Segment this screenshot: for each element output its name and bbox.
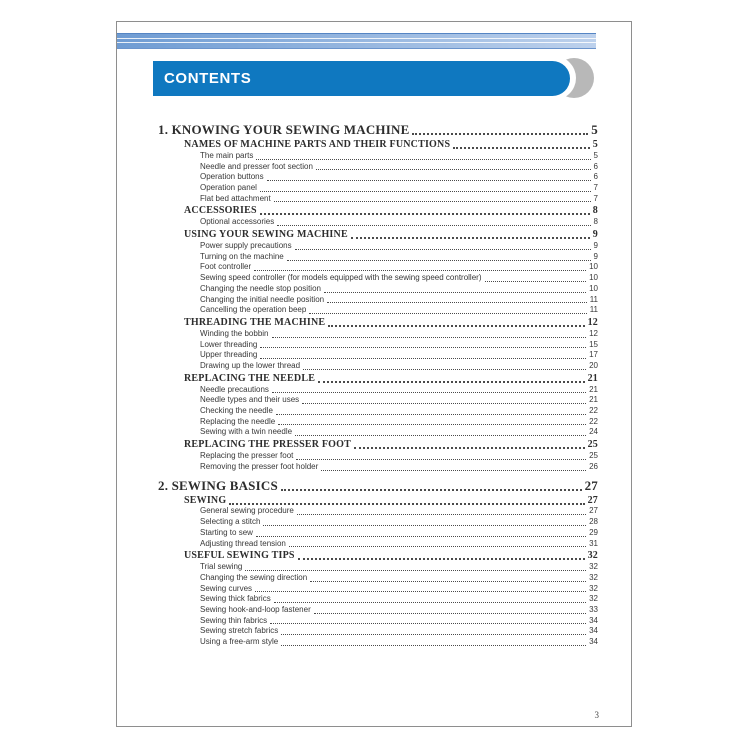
toc-item-row bbox=[200, 517, 598, 528]
toc-entry-page: 21 bbox=[589, 395, 598, 405]
toc-item-row bbox=[200, 217, 598, 228]
dot-leader bbox=[316, 169, 591, 170]
toc-entry-label: Removing the presser foot holder bbox=[200, 461, 319, 471]
toc-entry-label: The main parts bbox=[200, 150, 254, 160]
dot-leader bbox=[303, 369, 586, 370]
toc-chapter-block bbox=[158, 475, 598, 648]
dot-leader bbox=[310, 581, 586, 582]
dot-leader bbox=[274, 201, 591, 202]
dot-leader bbox=[260, 347, 586, 348]
toc-entry-page: 25 bbox=[589, 451, 598, 461]
dot-leader bbox=[281, 489, 582, 491]
toc-entry-label: Turning on the machine bbox=[200, 251, 284, 261]
dot-leader bbox=[298, 558, 585, 560]
toc-entry-page: 32 bbox=[589, 562, 598, 572]
dot-leader bbox=[254, 270, 586, 271]
toc-entry-page: 10 bbox=[589, 273, 598, 283]
dot-leader bbox=[328, 325, 584, 327]
toc-entry-label: Changing the needle stop position bbox=[200, 283, 321, 293]
dot-leader bbox=[321, 470, 586, 471]
toc-entry-page: 9 bbox=[592, 229, 598, 241]
toc-item-row bbox=[200, 605, 598, 616]
toc-entry-page: 24 bbox=[589, 427, 598, 437]
dot-leader bbox=[278, 424, 586, 425]
toc-item-row bbox=[200, 616, 598, 627]
toc-entry-label: Changing the initial needle position bbox=[200, 294, 325, 304]
toc-item-row bbox=[200, 273, 598, 284]
toc-entry-label: Replacing the needle bbox=[200, 416, 276, 426]
toc-item-row bbox=[200, 151, 598, 162]
toc-entry-label: Needle precautions bbox=[200, 384, 269, 394]
toc-entry-page: 27 bbox=[584, 477, 598, 493]
dot-leader bbox=[256, 536, 586, 537]
toc-chapter-row bbox=[158, 119, 598, 138]
toc-entry-page: 28 bbox=[589, 517, 598, 527]
dot-leader bbox=[354, 447, 585, 449]
toc-entry-label: Changing the sewing direction bbox=[200, 572, 308, 582]
dot-leader bbox=[272, 392, 586, 393]
toc-entry-label: USEFUL SEWING TIPS bbox=[184, 550, 295, 562]
dot-leader bbox=[296, 459, 586, 460]
toc-entry-label: Upper threading bbox=[200, 350, 258, 360]
toc-entry-label: Needle types and their uses bbox=[200, 395, 300, 405]
toc-entry-page: 34 bbox=[589, 615, 598, 625]
dot-leader bbox=[267, 180, 591, 181]
dot-leader bbox=[256, 159, 590, 160]
toc-section-row bbox=[184, 204, 598, 217]
toc-entry-page: 11 bbox=[589, 305, 598, 315]
dot-leader bbox=[297, 514, 586, 515]
toc-entry-page: 8 bbox=[592, 205, 598, 217]
toc-entry-label: Adjusting thread tension bbox=[200, 538, 286, 548]
contents-title: CONTENTS bbox=[164, 70, 252, 87]
toc-item-row bbox=[200, 528, 598, 539]
toc-section-row bbox=[184, 316, 598, 329]
toc-entry-page: 20 bbox=[589, 360, 598, 370]
toc-entry-page: 9 bbox=[593, 241, 598, 251]
toc-item-row bbox=[200, 162, 598, 173]
toc-entry-label: SEWING bbox=[184, 494, 227, 506]
toc-item-row bbox=[200, 172, 598, 183]
decorative-stripe bbox=[117, 33, 596, 49]
toc-item-row bbox=[200, 252, 598, 263]
dot-leader bbox=[281, 645, 586, 646]
toc-item-row bbox=[200, 637, 598, 648]
toc-entry-label: Sewing hook-and-loop fastener bbox=[200, 604, 311, 614]
toc-entry-label: Checking the needle bbox=[200, 406, 273, 416]
table-of-contents bbox=[158, 119, 598, 648]
toc-entry-page: 27 bbox=[589, 506, 598, 516]
dot-leader bbox=[281, 634, 586, 635]
dot-leader bbox=[287, 260, 591, 261]
toc-entry-label: Operation buttons bbox=[200, 172, 264, 182]
toc-chapter-block bbox=[158, 119, 598, 473]
toc-entry-label: Power supply precautions bbox=[200, 241, 292, 251]
toc-entry-page: 34 bbox=[589, 637, 598, 647]
toc-entry-page: 25 bbox=[587, 439, 598, 451]
toc-entry-page: 32 bbox=[589, 594, 598, 604]
toc-entry-label: ACCESSORIES bbox=[184, 205, 257, 217]
dot-leader bbox=[289, 546, 586, 547]
toc-entry-label: Sewing curves bbox=[200, 583, 253, 593]
toc-entry-page: 5 bbox=[592, 139, 598, 150]
dot-leader bbox=[318, 381, 585, 383]
toc-entry-label: Drawing up the lower thread bbox=[200, 360, 301, 370]
dot-leader bbox=[324, 292, 586, 293]
dot-leader bbox=[302, 403, 586, 404]
dot-leader bbox=[229, 503, 584, 505]
toc-item-row bbox=[200, 462, 598, 473]
dot-leader bbox=[453, 147, 590, 149]
toc-item-row bbox=[200, 451, 598, 462]
toc-entry-label: Sewing speed controller (for models equipped with the sewing speed controller) bbox=[200, 273, 482, 283]
toc-entry-label: Optional accessories bbox=[200, 217, 275, 227]
toc-entry-page: 21 bbox=[587, 372, 598, 384]
toc-entry-label: Trial sewing bbox=[200, 562, 243, 572]
toc-entry-page: 33 bbox=[589, 604, 598, 614]
toc-entry-label: Sewing stretch fabrics bbox=[200, 626, 279, 636]
toc-section-row bbox=[184, 549, 598, 562]
toc-entry-label: Replacing the presser foot bbox=[200, 451, 294, 461]
toc-item-row bbox=[200, 539, 598, 550]
toc-entry-label: THREADING THE MACHINE bbox=[184, 316, 326, 328]
toc-entry-page: 6 bbox=[593, 161, 598, 171]
toc-entry-label: Selecting a stitch bbox=[200, 517, 261, 527]
dot-leader bbox=[295, 435, 586, 436]
toc-entry-label: Starting to sew bbox=[200, 527, 253, 537]
toc-item-row bbox=[200, 295, 598, 306]
toc-entry-page: 32 bbox=[587, 550, 598, 562]
toc-entry-page: 10 bbox=[589, 262, 598, 272]
toc-entry-label: Sewing thin fabrics bbox=[200, 615, 268, 625]
toc-entry-label: General sewing procedure bbox=[200, 506, 294, 516]
toc-entry-page: 34 bbox=[589, 626, 598, 636]
dot-leader bbox=[309, 313, 586, 314]
toc-entry-label: REPLACING THE NEEDLE bbox=[184, 372, 316, 384]
toc-entry-page: 27 bbox=[587, 494, 598, 506]
toc-item-row bbox=[200, 406, 598, 417]
toc-entry-page: 32 bbox=[589, 583, 598, 593]
toc-entry-page: 10 bbox=[589, 283, 598, 293]
dot-leader bbox=[351, 237, 590, 239]
manual-page bbox=[116, 21, 632, 727]
toc-section-row bbox=[184, 228, 598, 241]
toc-entry-label: USING YOUR SEWING MACHINE bbox=[184, 229, 348, 241]
toc-item-row bbox=[200, 183, 598, 194]
toc-section-row bbox=[184, 438, 598, 451]
toc-entry-label: Lower threading bbox=[200, 339, 258, 349]
toc-entry-page: 7 bbox=[593, 193, 598, 203]
toc-entry-page: 8 bbox=[593, 217, 598, 227]
toc-section-row bbox=[184, 372, 598, 385]
toc-entry-label: Flat bed attachment bbox=[200, 193, 271, 203]
toc-item-row bbox=[200, 350, 598, 361]
toc-entry-label: Winding the bobbin bbox=[200, 328, 269, 338]
toc-section-row bbox=[184, 138, 598, 151]
dot-leader bbox=[263, 525, 586, 526]
toc-entry-page: 31 bbox=[589, 538, 598, 548]
toc-item-row bbox=[200, 305, 598, 316]
dot-leader bbox=[314, 613, 586, 614]
toc-item-row bbox=[200, 594, 598, 605]
toc-entry-page: 15 bbox=[589, 339, 598, 349]
toc-item-row bbox=[200, 427, 598, 438]
toc-chapter-row bbox=[158, 475, 598, 494]
contents-banner bbox=[153, 61, 570, 96]
dot-leader bbox=[260, 191, 591, 192]
dot-leader bbox=[260, 358, 586, 359]
toc-entry-page: 29 bbox=[589, 527, 598, 537]
toc-item-row bbox=[200, 417, 598, 428]
toc-entry-page: 26 bbox=[589, 461, 598, 471]
toc-entry-page: 6 bbox=[593, 172, 598, 182]
toc-item-row bbox=[200, 329, 598, 340]
toc-item-row bbox=[200, 395, 598, 406]
toc-item-row bbox=[200, 584, 598, 595]
toc-entry-page: 11 bbox=[589, 294, 598, 304]
dot-leader bbox=[327, 302, 587, 303]
dot-leader bbox=[245, 570, 586, 571]
dot-leader bbox=[412, 133, 588, 135]
toc-item-row bbox=[200, 626, 598, 637]
toc-entry-page: 22 bbox=[589, 406, 598, 416]
dot-leader bbox=[276, 414, 586, 415]
toc-item-row bbox=[200, 507, 598, 518]
toc-item-row bbox=[200, 562, 598, 573]
toc-entry-page: 12 bbox=[589, 328, 598, 338]
footer-page-number: 3 bbox=[594, 710, 599, 720]
toc-item-row bbox=[200, 263, 598, 274]
toc-section-row bbox=[184, 494, 598, 507]
toc-item-row bbox=[200, 284, 598, 295]
toc-entry-label: Needle and presser foot section bbox=[200, 161, 313, 171]
toc-entry-page: 21 bbox=[589, 384, 598, 394]
toc-item-row bbox=[200, 573, 598, 584]
toc-entry-label: Using a free-arm style bbox=[200, 637, 279, 647]
toc-entry-label: 2. SEWING BASICS bbox=[158, 477, 278, 493]
toc-item-row bbox=[200, 361, 598, 372]
toc-entry-page: 5 bbox=[593, 150, 598, 160]
toc-entry-label: 1. KNOWING YOUR SEWING MACHINE bbox=[158, 122, 410, 137]
toc-entry-page: 22 bbox=[589, 416, 598, 426]
toc-entry-label: REPLACING THE PRESSER FOOT bbox=[184, 439, 351, 451]
toc-entry-page: 7 bbox=[593, 183, 598, 193]
toc-item-row bbox=[200, 385, 598, 396]
toc-entry-label: Operation panel bbox=[200, 183, 257, 193]
dot-leader bbox=[277, 225, 590, 226]
toc-item-row bbox=[200, 194, 598, 205]
toc-entry-label: Foot controller bbox=[200, 262, 252, 272]
dot-leader bbox=[295, 249, 591, 250]
dot-leader bbox=[485, 281, 587, 282]
toc-entry-page: 32 bbox=[589, 572, 598, 582]
dot-leader bbox=[255, 591, 586, 592]
dot-leader bbox=[274, 602, 586, 603]
toc-entry-page: 5 bbox=[591, 122, 598, 137]
toc-entry-label: Sewing thick fabrics bbox=[200, 594, 271, 604]
toc-entry-label: Sewing with a twin needle bbox=[200, 427, 293, 437]
toc-item-row bbox=[200, 340, 598, 351]
dot-leader bbox=[272, 337, 587, 338]
dot-leader bbox=[260, 213, 590, 215]
toc-entry-page: 17 bbox=[589, 350, 598, 360]
dot-leader bbox=[270, 623, 586, 624]
toc-entry-page: 9 bbox=[593, 251, 598, 261]
toc-entry-page: 12 bbox=[587, 316, 598, 328]
toc-item-row bbox=[200, 241, 598, 252]
toc-entry-label: NAMES OF MACHINE PARTS AND THEIR FUNCTIONS bbox=[184, 139, 451, 150]
toc-entry-label: Cancelling the operation beep bbox=[200, 305, 307, 315]
